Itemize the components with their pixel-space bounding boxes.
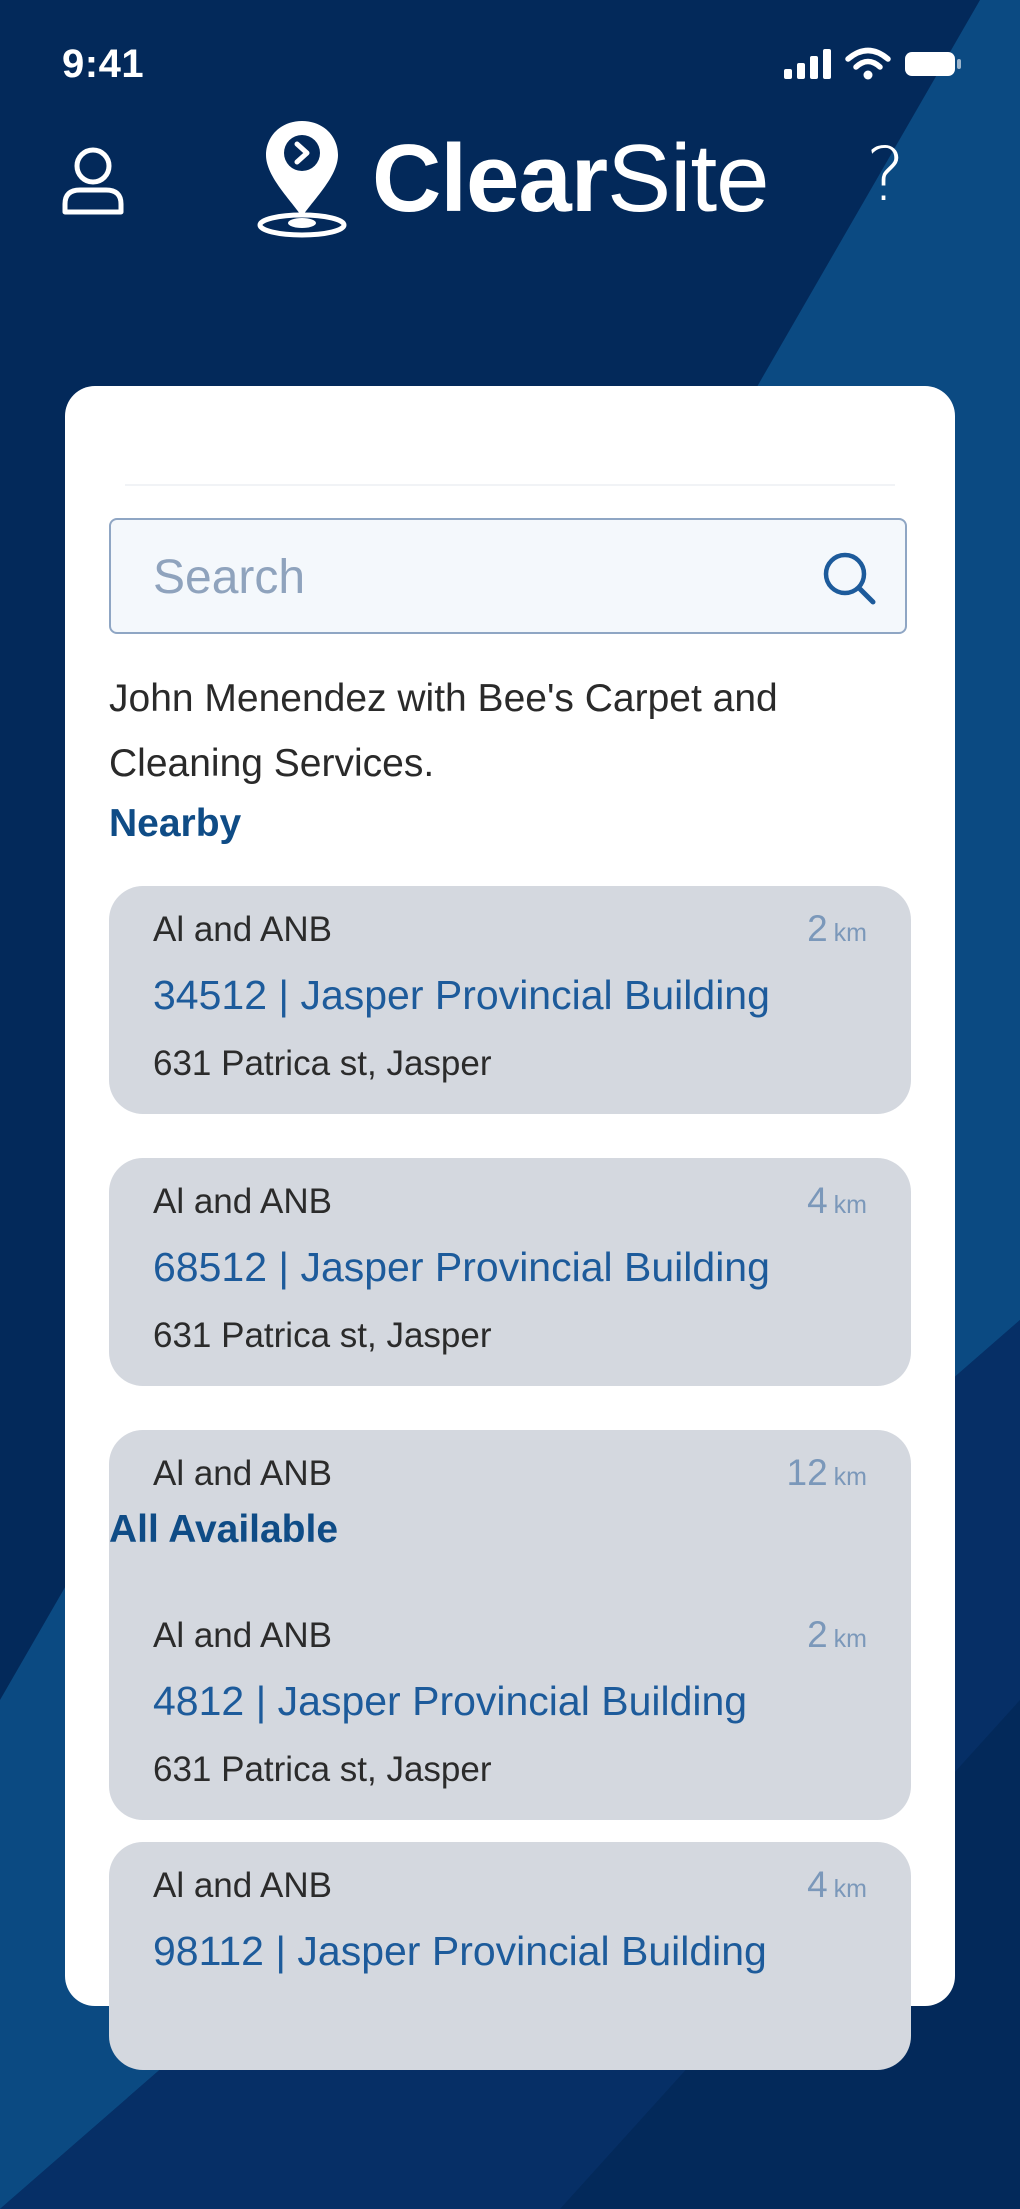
distance-value: 4 <box>807 1864 828 1905</box>
profile-button[interactable] <box>60 146 126 216</box>
search-icon <box>821 550 877 606</box>
user-icon <box>60 146 126 216</box>
distance-unit: km <box>833 1625 867 1653</box>
distance-value: 2 <box>807 908 828 949</box>
app-header <box>0 110 1020 250</box>
brand-name-bold: Clear <box>372 125 608 232</box>
distance-unit: km <box>833 1463 867 1491</box>
brand-name-light: Site <box>607 125 769 232</box>
status-icons <box>784 48 962 80</box>
search-button[interactable] <box>821 550 877 606</box>
search-input[interactable] <box>151 520 795 634</box>
distance-unit: km <box>833 1875 867 1903</box>
site-list-item[interactable] <box>109 886 911 1114</box>
site-title: 34512 | Jasper Provincial Building <box>153 972 770 1018</box>
site-distance <box>807 1614 867 1656</box>
site-company: Al and ANB <box>153 1454 332 1493</box>
site-address: 631 Patrica st, Jasper <box>153 1750 492 1789</box>
site-list-item[interactable] <box>109 1842 911 2070</box>
site-title: 68512 | Jasper Provincial Building <box>153 1244 770 1290</box>
site-company: Al and ANB <box>153 910 332 949</box>
section-title-nearby: Nearby <box>109 802 242 845</box>
site-company: Al and ANB <box>153 1182 332 1221</box>
location-pin-icon <box>256 117 348 241</box>
site-address: 631 Patrica st, Jasper <box>153 1316 492 1355</box>
site-list-item[interactable] <box>109 1592 911 1820</box>
site-company: Al and ANB <box>153 1616 332 1655</box>
contractor-intro: John Menendez with Bee's Carpet and Cleaning Services. <box>109 677 778 785</box>
search-field <box>109 518 907 634</box>
wifi-icon <box>846 48 890 80</box>
brand-logo <box>256 114 769 244</box>
site-list-item[interactable] <box>109 1158 911 1386</box>
site-distance <box>807 1864 867 1906</box>
site-distance <box>807 908 867 950</box>
distance-value: 12 <box>786 1452 828 1493</box>
all-available-list <box>65 1592 955 2006</box>
sites-card <box>65 386 955 2006</box>
site-distance <box>787 1452 867 1494</box>
distance-unit: km <box>833 919 867 947</box>
site-title: 4812 | Jasper Provincial Building <box>153 1678 748 1724</box>
help-button[interactable]: ? <box>865 132 905 218</box>
section-title-all-available: All Available <box>109 1508 339 1551</box>
battery-icon <box>904 49 962 79</box>
site-title: 98112 | Jasper Provincial Building <box>153 1928 767 1974</box>
cellular-signal-icon <box>784 49 832 79</box>
card-divider <box>125 484 895 486</box>
nearby-list <box>65 886 955 1493</box>
site-address: 631 Patrica st, Jasper <box>153 1044 492 1083</box>
distance-value: 2 <box>807 1614 828 1655</box>
distance-value: 4 <box>807 1180 828 1221</box>
site-distance <box>807 1180 867 1222</box>
site-company: Al and ANB <box>153 1866 332 1905</box>
distance-unit: km <box>833 1191 867 1219</box>
status-time: 9:41 <box>62 42 145 86</box>
brand-name <box>372 125 769 232</box>
